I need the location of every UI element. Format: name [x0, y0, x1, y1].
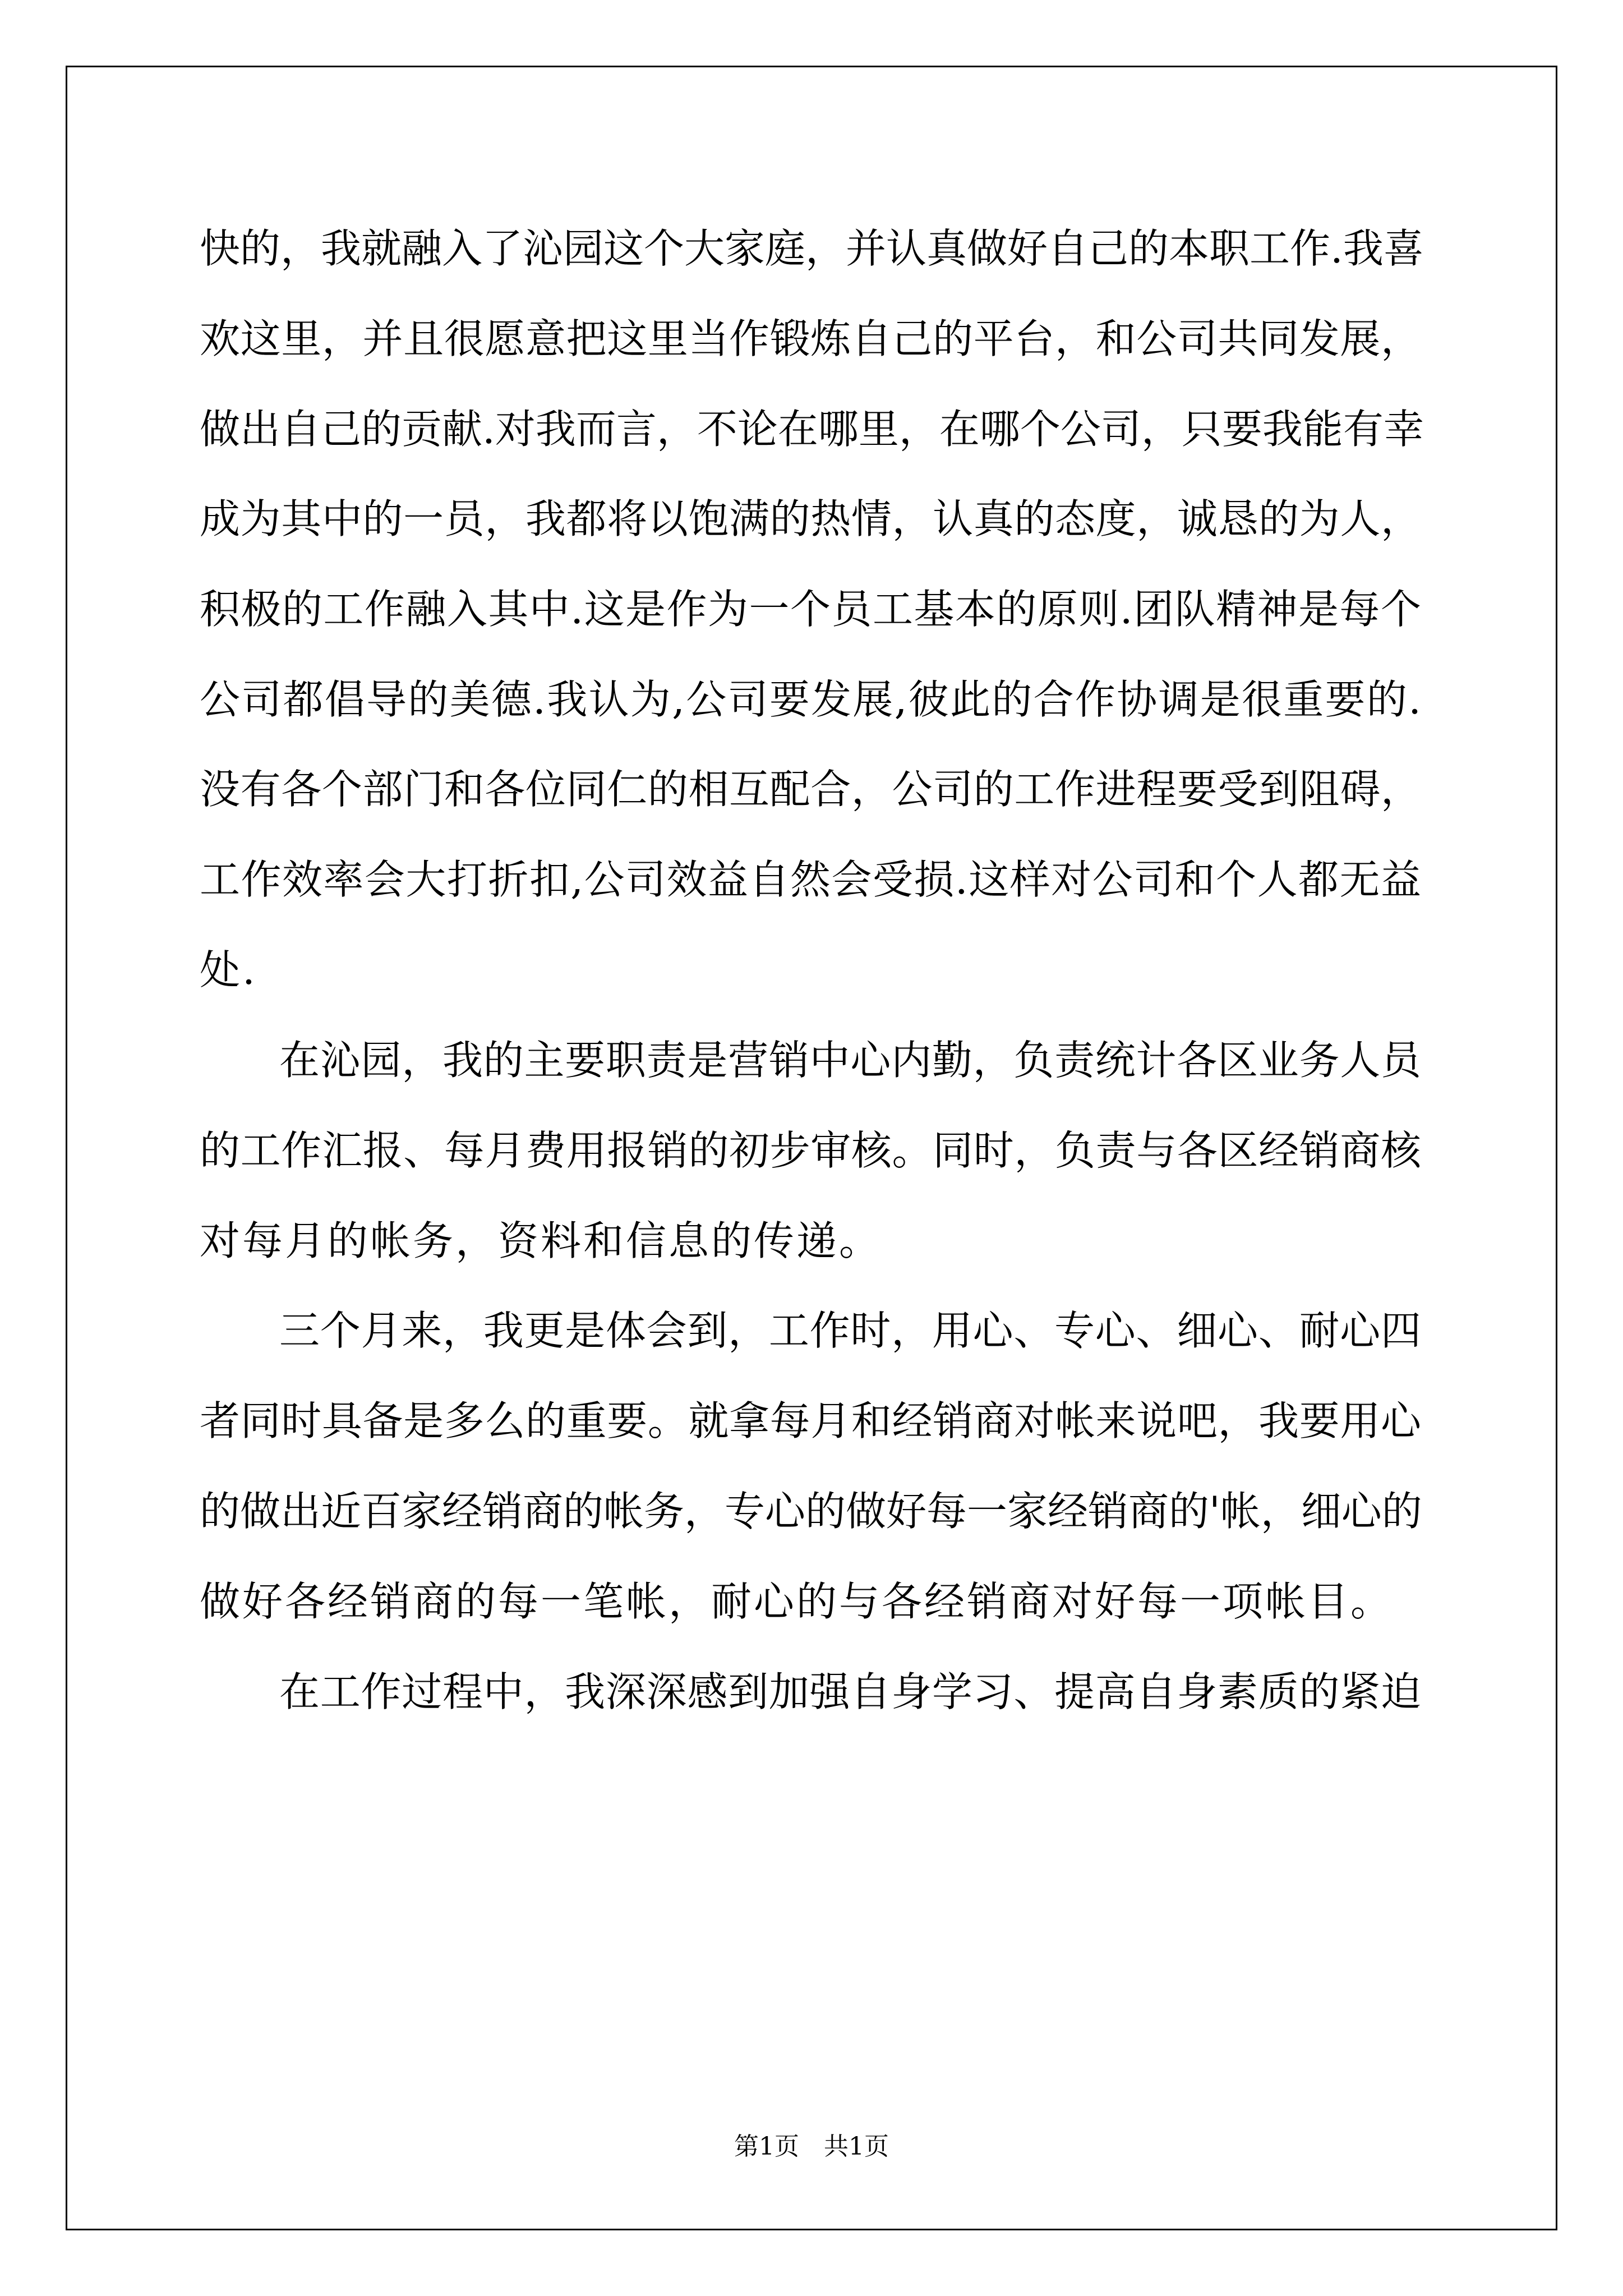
text-line-5: 积极的工作融入其中.这是作为一个员工基本的原则.团队精神是每个	[200, 586, 1421, 633]
text-line-6: 公司都倡导的美德.我认为,公司要发展,彼此的合作协调是很重要的.	[200, 676, 1421, 723]
text-line-3: 做出自己的贡献.对我而言，不论在哪里，在哪个公司，只要我能有幸	[200, 406, 1424, 453]
text-line-16: 做好各经销商的每一笔帐，耐心的与各经销商对好每一项帐目。	[200, 1578, 1394, 1625]
text-line-15: 的做出近百家经销商的帐务，专心的做好每一家经销商的'帐，细心的	[200, 1488, 1422, 1535]
text-line-2: 欢这里，并且很愿意把这里当作锻炼自己的平台，和公司共同发展，	[200, 315, 1421, 362]
text-line-12: 对每月的帐务，资料和信息的传递。	[200, 1217, 882, 1264]
text-line-7: 没有各个部门和各位同仁的相互配合，公司的工作进程要受到阻碍，	[200, 766, 1421, 813]
page-number-footer: 第1页 共1页	[734, 2132, 889, 2161]
text-line-13: 三个月来，我更是体会到，工作时，用心、专心、细心、耐心四	[279, 1307, 1421, 1354]
text-line-11: 的工作汇报、每月费用报销的初步审核。同时，负责与各区经销商核	[200, 1127, 1421, 1174]
text-line-14: 者同时具备是多么的重要。就拿每月和经销商对帐来说吧，我要用心	[200, 1397, 1421, 1444]
text-line-17: 在工作过程中，我深深感到加强自身学习、提高自身素质的紧迫	[279, 1668, 1421, 1715]
text-line-9: 处.	[200, 946, 257, 993]
text-line-8: 工作效率会大打折扣,公司效益自然会受损.这样对公司和个人都无益	[200, 856, 1421, 903]
text-line-4: 成为其中的一员，我都将以饱满的热情，认真的态度，诚恳的为人，	[200, 495, 1421, 542]
text-line-10: 在沁园，我的主要职责是营销中心内勤，负责统计各区业务人员	[279, 1037, 1421, 1084]
text-line-1: 快的，我就融入了沁园这个大家庭，并认真做好自己的本职工作.我喜	[200, 225, 1424, 272]
